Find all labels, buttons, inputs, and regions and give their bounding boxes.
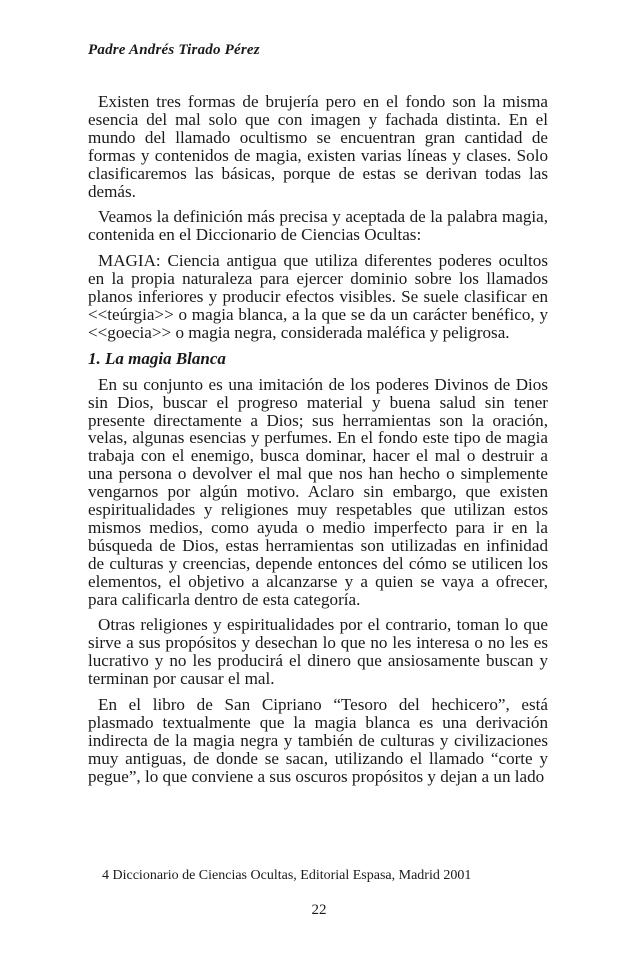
paragraph: Otras religiones y espiritualidades por el contrario, toman lo que sirve a sus propósitos y desechan lo que no les interesa o no les es lucrativo y no les producirá el dinero que ansiosamente buscan y terminan por causar el mal. xyxy=(88,615,548,689)
page-body xyxy=(88,93,548,794)
section-heading: 1. La magia Blanca xyxy=(88,348,226,368)
footnote: 4 Diccionario de Ciencias Ocultas, Editorial Espasa, Madrid 2001 xyxy=(102,868,472,883)
paragraph: MAGIA: Ciencia antigua que utiliza diferentes poderes ocultos en la propia naturaleza para ejercer dominio sobre los llamados planos inferiores y producir efectos visibles. Se suele clasificar en <<teúrgia>> o magia blanca, a la que se da un carácter benéfico, y <<goecia>> o magia negra, considerada maléfica y peligrosa. xyxy=(88,251,548,342)
paragraph: En su conjunto es una imitación de los poderes Divinos de Dios sin Dios, buscar el progreso material y buena salud sin tener presente directamente a Dios; sus herramientas son la oración, velas, algunas esencias y perfumes. En el fondo este tipo de magia trabaja con el enemigo, busca dominar, hacer el mal o destruir a una persona o devolver el mal que nos han hecho o simplemente vengarnos por algún motivo. Aclaro sin embargo, que existen espiritualidades y religiones muy respetables que utilizan estos mismos medios, como ayuda o medio imperfecto para ir en la búsqueda de Dios, estas herramientas son utilizadas en infinidad de culturas y creencias, depende entonces del cómo se utilicen los elementos, el objetivo a alcanzarse y a quien se vaya a ofrecer, para calificarla dentro de esta categoría. xyxy=(88,374,548,609)
paragraph: En el libro de San Cipriano “Tesoro del hechicero”, está plasmado textualmente que la magia blanca es una derivación indirecta de la magia negra y también de culturas y civilizaciones muy antiguas, de donde se sacan, utilizando el llamado “corte y pegue”, lo que conviene a sus oscuros propósitos y dejan a un lado xyxy=(88,695,548,786)
paragraph: Existen tres formas de brujería pero en el fondo son la misma esencia del mal solo que con imagen y fachada distinta. En el mundo del llamado ocultismo se encuentran gran cantidad de formas y contenidos de magia, existen varias líneas y clases. Solo clasificaremos las básicas, porque de estas se derivan todas las demás. xyxy=(88,92,548,201)
page-number: 22 xyxy=(311,902,327,918)
paragraph: Veamos la definición más precisa y aceptada de la palabra magia, contenida en el Diccionario de Ciencias Ocultas: xyxy=(88,207,548,245)
running-header: Padre Andrés Tirado Pérez xyxy=(88,42,260,58)
